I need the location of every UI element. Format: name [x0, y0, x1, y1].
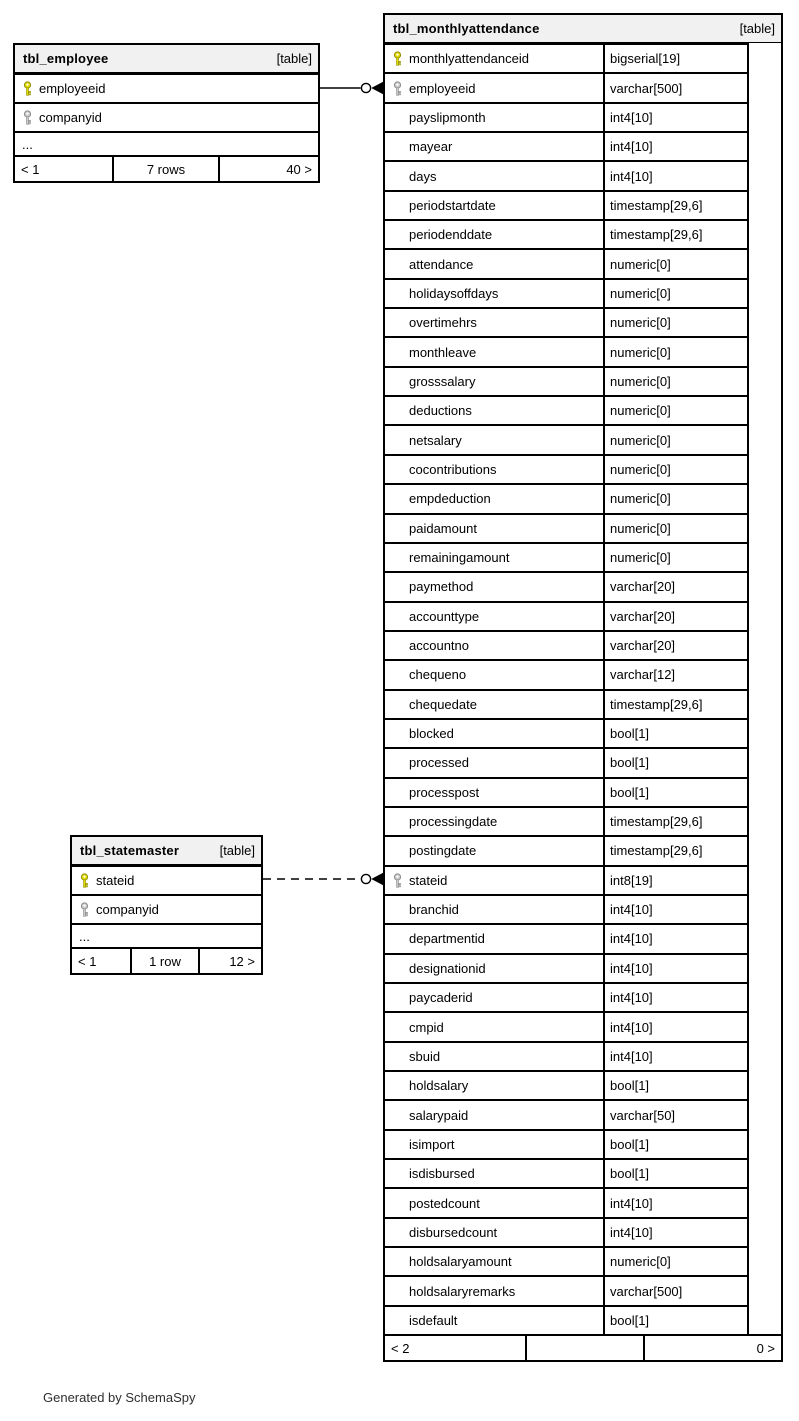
- table-footer: [15, 155, 318, 181]
- column-type-cell: int4[10]: [605, 131, 749, 160]
- column-row: [385, 1305, 781, 1334]
- column-row: [385, 747, 781, 776]
- column-name: periodenddate: [409, 227, 493, 243]
- column-type-cell: int4[10]: [605, 160, 749, 189]
- column-name-cell: [385, 454, 605, 483]
- column-row: [385, 1217, 781, 1246]
- column-name: remainingamount: [409, 550, 510, 566]
- column-name: holdsalaryremarks: [409, 1283, 516, 1299]
- column-row: [385, 689, 781, 718]
- column-row: [72, 894, 261, 923]
- row-count: [525, 1336, 645, 1360]
- column-name: companyid: [39, 110, 102, 125]
- column-row: [385, 1275, 781, 1304]
- column-name: holidaysoffdays: [409, 285, 499, 301]
- column-name-cell: [385, 1275, 605, 1304]
- column-name-cell: [385, 307, 605, 336]
- column-name-cell: [385, 865, 605, 894]
- column-name: stateid: [409, 872, 448, 888]
- column-type-cell: int4[10]: [605, 923, 749, 952]
- column-name-cell: [385, 689, 605, 718]
- column-row: [385, 278, 781, 307]
- column-type-cell: numeric[0]: [605, 248, 749, 277]
- column-name-cell: [385, 395, 605, 424]
- column-name: stateid: [96, 873, 135, 888]
- column-row: [385, 601, 781, 630]
- column-name: accountno: [409, 638, 469, 654]
- column-row: [385, 160, 781, 189]
- column-row: [385, 454, 781, 483]
- column-row: [385, 1129, 781, 1158]
- column-row: [385, 395, 781, 424]
- column-row: [385, 72, 781, 101]
- column-name: isimport: [409, 1136, 455, 1152]
- column-type-cell: int4[10]: [605, 894, 749, 923]
- table-title[interactable]: tbl_employee: [23, 51, 109, 66]
- arrowhead-marker: [371, 82, 383, 94]
- column-row: [385, 43, 781, 72]
- parent-count: < 1: [21, 161, 40, 177]
- column-name: designationid: [409, 960, 486, 976]
- table-node-tbl-employee[interactable]: [13, 43, 320, 183]
- column-type-cell: int4[10]: [605, 1041, 749, 1070]
- column-name-cell: [385, 366, 605, 395]
- children-count: 12 >: [229, 953, 255, 969]
- row-count: 7 rows: [112, 157, 220, 181]
- column-row: [385, 571, 781, 600]
- column-name-cell: [15, 73, 318, 102]
- primary-key-icon: [392, 51, 403, 66]
- table-header: [15, 45, 318, 73]
- column-row: [385, 865, 781, 894]
- column-name: ...: [22, 136, 33, 152]
- table-footer: [385, 1334, 781, 1360]
- column-name-cell: [385, 806, 605, 835]
- column-name: processed: [409, 755, 469, 771]
- column-name: paymethod: [409, 579, 474, 595]
- column-row: [385, 513, 781, 542]
- children-count: 40 >: [286, 161, 312, 177]
- column-name: isdisbursed: [409, 1166, 475, 1182]
- column-type-cell: int4[10]: [605, 1187, 749, 1216]
- generator-note: Generated by SchemaSpy: [43, 1390, 196, 1405]
- parent-count: < 2: [391, 1340, 410, 1356]
- column-name-cell: [385, 835, 605, 864]
- column-name: mayear: [409, 139, 453, 155]
- column-row: [385, 336, 781, 365]
- column-name: attendance: [409, 256, 474, 272]
- column-type-cell: bool[1]: [605, 1158, 749, 1187]
- column-name-cell: [385, 278, 605, 307]
- column-row: [385, 483, 781, 512]
- column-row: [385, 630, 781, 659]
- table-title[interactable]: tbl_statemaster: [80, 843, 180, 858]
- column-type-cell: bool[1]: [605, 1129, 749, 1158]
- column-row: [385, 894, 781, 923]
- column-name: overtimehrs: [409, 315, 477, 331]
- column-name: deductions: [409, 403, 472, 419]
- foreign-key-icon: [22, 110, 33, 125]
- column-name-cell: [385, 953, 605, 982]
- column-type-cell: numeric[0]: [605, 483, 749, 512]
- column-name-cell: [385, 1217, 605, 1246]
- column-name: paycaderid: [409, 990, 473, 1006]
- column-name: accounttype: [409, 608, 480, 624]
- column-name: holdsalary: [409, 1078, 469, 1094]
- column-name-cell: [385, 601, 605, 630]
- column-name: employeeid: [409, 80, 476, 96]
- column-row: [385, 835, 781, 864]
- column-type-cell: int4[10]: [605, 102, 749, 131]
- column-name-cell: [385, 190, 605, 219]
- column-name: netsalary: [409, 432, 462, 448]
- column-type-cell: timestamp[29,6]: [605, 190, 749, 219]
- column-row: [72, 923, 261, 947]
- arrowhead-marker: [371, 873, 383, 885]
- column-type-cell: bigserial[19]: [605, 43, 749, 72]
- column-name-cell: [385, 1041, 605, 1070]
- column-row: [15, 73, 318, 102]
- column-name-cell: [385, 659, 605, 688]
- column-row: [385, 1187, 781, 1216]
- children-count: 0 >: [756, 1340, 775, 1356]
- column-type-cell: numeric[0]: [605, 542, 749, 571]
- column-row: [385, 102, 781, 131]
- column-name: branchid: [409, 902, 459, 918]
- column-type-cell: timestamp[29,6]: [605, 835, 749, 864]
- column-row: [385, 1041, 781, 1070]
- column-name: companyid: [96, 902, 159, 917]
- column-row: [385, 424, 781, 453]
- column-row: [385, 190, 781, 219]
- column-name-cell: [385, 424, 605, 453]
- column-name-cell: [72, 894, 261, 923]
- column-type-cell: int4[10]: [605, 1217, 749, 1246]
- column-name-cell: [15, 102, 318, 131]
- column-type-cell: bool[1]: [605, 747, 749, 776]
- row-count: 1 row: [130, 949, 200, 973]
- column-type-cell: numeric[0]: [605, 307, 749, 336]
- column-row: [385, 248, 781, 277]
- column-name: payslipmonth: [409, 109, 486, 125]
- column-type-cell: numeric[0]: [605, 424, 749, 453]
- column-name: processpost: [409, 784, 480, 800]
- column-name-cell: [385, 131, 605, 160]
- foreign-key-icon: [392, 81, 403, 96]
- column-name: blocked: [409, 726, 454, 742]
- column-type-cell: varchar[500]: [605, 1275, 749, 1304]
- table-header: [385, 15, 781, 43]
- column-name-cell: [385, 1011, 605, 1040]
- column-type-cell: bool[1]: [605, 777, 749, 806]
- column-name-cell: [385, 542, 605, 571]
- column-name-cell: [385, 1305, 605, 1334]
- column-name-cell: [385, 248, 605, 277]
- column-type-cell: numeric[0]: [605, 336, 749, 365]
- column-name-cell: [385, 160, 605, 189]
- table-type-badge: [table]: [739, 21, 775, 36]
- column-name: cocontributions: [409, 461, 497, 477]
- column-name-cell: [72, 923, 261, 947]
- column-type-cell: numeric[0]: [605, 366, 749, 395]
- column-type-cell: bool[1]: [605, 1070, 749, 1099]
- column-name: monthlyattendanceid: [409, 51, 529, 67]
- column-name: postedcount: [409, 1195, 480, 1211]
- column-name-cell: [385, 43, 605, 72]
- column-name: salarypaid: [409, 1107, 469, 1123]
- column-name-cell: [385, 336, 605, 365]
- foreign-key-icon: [79, 902, 90, 917]
- column-row: [385, 366, 781, 395]
- column-name: chequeno: [409, 667, 467, 683]
- column-name: holdsalaryamount: [409, 1254, 512, 1270]
- column-name-cell: [385, 1099, 605, 1128]
- column-row: [385, 718, 781, 747]
- column-row: [385, 219, 781, 248]
- column-row: [15, 131, 318, 155]
- column-name-cell: [385, 1187, 605, 1216]
- primary-key-icon: [79, 873, 90, 888]
- column-row: [385, 659, 781, 688]
- column-row: [385, 982, 781, 1011]
- column-row: [385, 953, 781, 982]
- column-row: [385, 1099, 781, 1128]
- table-node-tbl-monthlyattendance[interactable]: [383, 13, 783, 1362]
- table-node-tbl-statemaster[interactable]: [70, 835, 263, 975]
- column-type-cell: varchar[50]: [605, 1099, 749, 1128]
- column-row: [385, 806, 781, 835]
- zero-or-one-circle-marker: [361, 874, 370, 883]
- column-row: [385, 131, 781, 160]
- column-name-cell: [385, 923, 605, 952]
- column-type-cell: bool[1]: [605, 718, 749, 747]
- column-name: paidamount: [409, 520, 477, 536]
- column-name: disbursedcount: [409, 1224, 498, 1240]
- column-name-cell: [385, 102, 605, 131]
- column-type-cell: bool[1]: [605, 1305, 749, 1334]
- column-name-cell: [385, 1246, 605, 1275]
- column-type-cell: numeric[0]: [605, 395, 749, 424]
- fk-line-statemaster-to-monthlyattendance: [263, 873, 383, 885]
- column-name: cmpid: [409, 1019, 444, 1035]
- column-name-cell: [385, 1129, 605, 1158]
- column-row: [385, 307, 781, 336]
- column-name: monthleave: [409, 344, 477, 360]
- column-name-cell: [385, 1158, 605, 1187]
- column-row: [385, 923, 781, 952]
- table-type-badge: [table]: [219, 843, 255, 858]
- column-name: chequedate: [409, 696, 477, 712]
- column-row: [385, 777, 781, 806]
- column-type-cell: varchar[20]: [605, 571, 749, 600]
- column-row: [385, 542, 781, 571]
- column-type-cell: timestamp[29,6]: [605, 219, 749, 248]
- column-row: [385, 1070, 781, 1099]
- column-type-cell: numeric[0]: [605, 454, 749, 483]
- column-row: [72, 865, 261, 894]
- column-name-cell: [72, 865, 261, 894]
- column-name-cell: [385, 483, 605, 512]
- column-type-cell: varchar[20]: [605, 601, 749, 630]
- foreign-key-icon: [392, 873, 403, 888]
- column-name-cell: [385, 630, 605, 659]
- column-type-cell: int4[10]: [605, 982, 749, 1011]
- column-name-cell: [385, 718, 605, 747]
- table-type-badge: [table]: [276, 51, 312, 66]
- parent-count: < 1: [78, 953, 97, 969]
- column-name: departmentid: [409, 931, 485, 947]
- column-type-cell: int4[10]: [605, 953, 749, 982]
- column-name: sbuid: [409, 1048, 441, 1064]
- column-type-cell: varchar[20]: [605, 630, 749, 659]
- column-type-cell: timestamp[29,6]: [605, 806, 749, 835]
- fk-line-employee-to-monthlyattendance: [320, 82, 383, 94]
- column-type-cell: varchar[12]: [605, 659, 749, 688]
- column-name-cell: [385, 777, 605, 806]
- column-name-cell: [15, 131, 318, 155]
- column-name-cell: [385, 72, 605, 101]
- column-type-cell: int4[10]: [605, 1011, 749, 1040]
- table-title[interactable]: tbl_monthlyattendance: [393, 21, 540, 36]
- column-name: empdeduction: [409, 491, 491, 507]
- table-footer: [72, 947, 261, 973]
- column-name-cell: [385, 747, 605, 776]
- table-columns: [385, 43, 781, 1334]
- column-type-cell: varchar[500]: [605, 72, 749, 101]
- column-name-cell: [385, 894, 605, 923]
- column-type-cell: timestamp[29,6]: [605, 689, 749, 718]
- table-header: [72, 837, 261, 865]
- zero-or-one-circle-marker: [361, 83, 370, 92]
- column-type-cell: int8[19]: [605, 865, 749, 894]
- column-name-cell: [385, 982, 605, 1011]
- column-name: processingdate: [409, 814, 498, 830]
- table-columns: [72, 865, 261, 947]
- column-name: ...: [79, 928, 90, 944]
- column-name-cell: [385, 513, 605, 542]
- column-name: employeeid: [39, 81, 106, 96]
- column-row: [385, 1011, 781, 1040]
- column-row: [385, 1158, 781, 1187]
- column-row: [15, 102, 318, 131]
- column-row: [385, 1246, 781, 1275]
- column-type-cell: numeric[0]: [605, 513, 749, 542]
- column-name: periodstartdate: [409, 197, 496, 213]
- column-name-cell: [385, 1070, 605, 1099]
- column-name: days: [409, 168, 437, 184]
- column-name-cell: [385, 219, 605, 248]
- column-name: isdefault: [409, 1312, 458, 1328]
- column-type-cell: numeric[0]: [605, 278, 749, 307]
- column-name: postingdate: [409, 843, 477, 859]
- table-columns: [15, 73, 318, 155]
- column-type-cell: numeric[0]: [605, 1246, 749, 1275]
- column-name-cell: [385, 571, 605, 600]
- primary-key-icon: [22, 81, 33, 96]
- column-name: grosssalary: [409, 373, 476, 389]
